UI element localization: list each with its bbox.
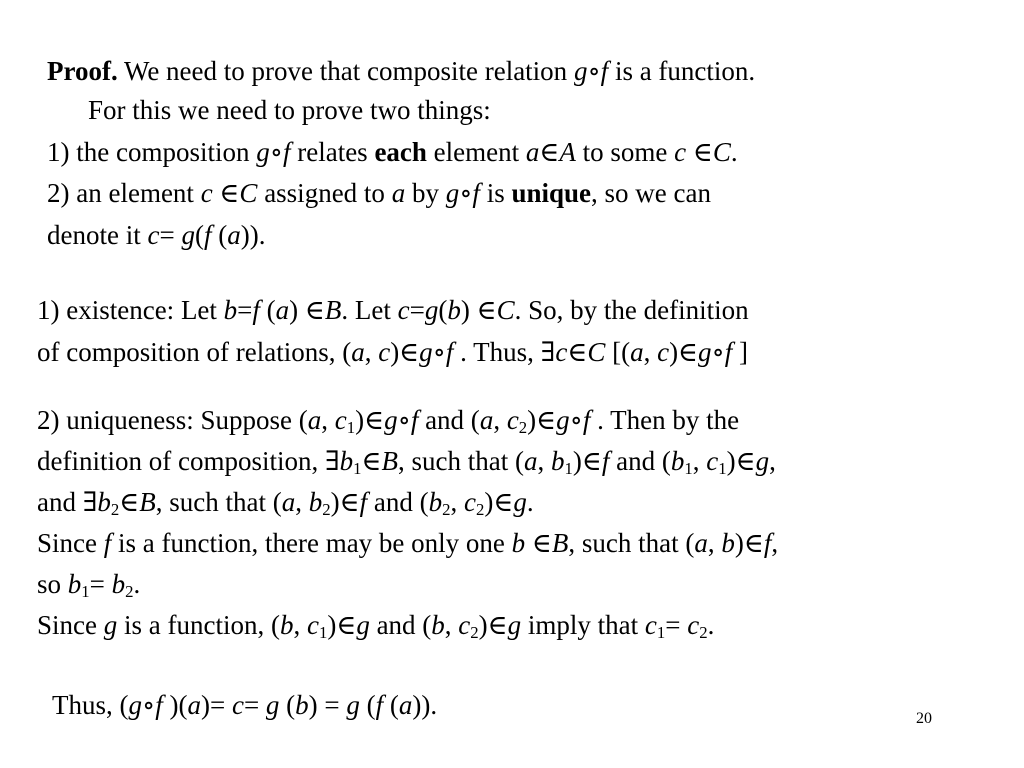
uniqueness-line-4: Since f is a function, there may be only one b ∈B, such that (a, b)∈f,: [37, 528, 779, 558]
proof-line-1: Proof. We need to prove that composite relation g∘f is a function.: [47, 56, 756, 86]
uniqueness-line-1: 2) uniqueness: Suppose (a, $c_1)\in g\circ f$ and (a, $c_2)\in g\circ f$ . Then by the: [37, 405, 740, 438]
uniqueness-line-6: Since g is a function, (b, $c_1)\in g$ and (b, $c_2)\in g$ imply that $c_1= c_2$.: [37, 610, 715, 643]
proof-line-4: 2) an element c ∈C assigned to a by g∘f is unique, so we can: [47, 178, 711, 208]
proof-line-2: For this we need to prove two things:: [88, 95, 491, 125]
uniqueness-line-3: and $\exists b_2\in B$, such that (a, $b_2)\in f$ and ($b_2$, $c_2)\in g$.: [37, 487, 534, 520]
page-number: 20: [916, 710, 932, 727]
existence-line-2: of composition of relations, (a, c)∈g∘f . Thus, ∃c∈C [(a, c)∈g∘f ]: [37, 337, 749, 367]
conclusion-line: Thus, (g∘f )(a)= c= g (b) = g (f (a)).: [52, 690, 438, 720]
proof-line-3: 1) the composition g∘f relates each element a∈A to some c ∈C.: [47, 137, 738, 167]
uniqueness-line-5: so $b_1= b_2$.: [37, 569, 141, 602]
proof-line-5: denote it c= g(f (a)).: [47, 220, 266, 250]
uniqueness-line-2: definition of composition, $\exists b_1\in B$, such that (a, $b_1)\in f$ and ($b_1$, $c_1)\in g$,: [37, 446, 776, 479]
existence-line-1: 1) existence: Let b=f (a) ∈B. Let c=g(b) ∈C. So, by the definition: [37, 295, 749, 325]
